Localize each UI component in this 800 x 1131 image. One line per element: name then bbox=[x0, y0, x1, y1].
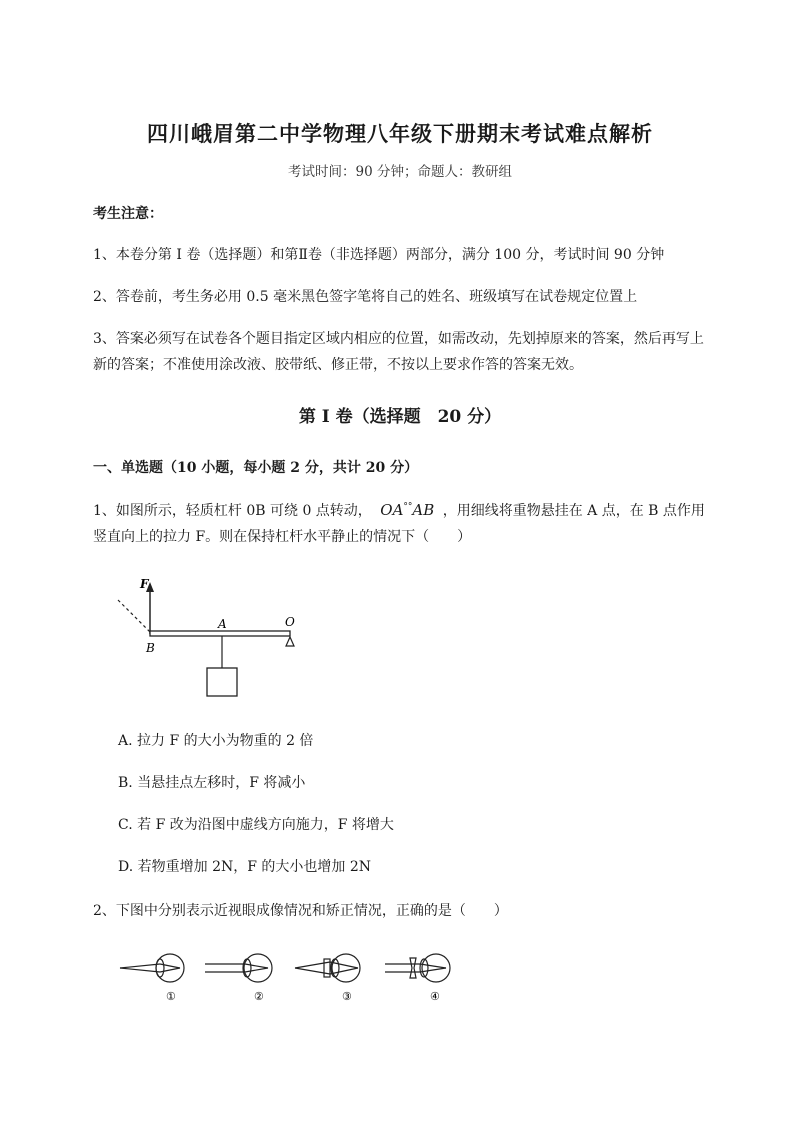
notice-item-2: 2、答卷前，考生务必用 0.5 毫米黑色签字笔将自己的姓名、班级填写在试卷规定位置上 bbox=[93, 289, 638, 305]
question-1-stem bbox=[93, 494, 713, 550]
part-heading: 一、单选题（10 小题，每小题 2 分，共计 20 分） bbox=[93, 460, 419, 476]
figure-label-2: ② bbox=[254, 990, 264, 1003]
notice-item-1: 1、本卷分第 I 卷（选择题）和第Ⅱ卷（非选择题）两部分，满分 100 分，考试时间 90 分钟 bbox=[93, 247, 665, 263]
question-1-formula bbox=[376, 501, 438, 519]
label-o: O bbox=[285, 615, 295, 629]
formula-operator: °° bbox=[403, 502, 413, 512]
eye-diagrams bbox=[110, 948, 460, 1010]
option-b[interactable]: B. 当悬挂点左移时，F 将减小 bbox=[118, 775, 306, 791]
figure-label-1: ① bbox=[166, 990, 176, 1003]
eye-diagram-2 bbox=[205, 954, 272, 1003]
lever-bar bbox=[150, 631, 290, 636]
formula-left: OA bbox=[380, 501, 404, 519]
exam-info: 考试时间：90 分钟；命题人：教研组 bbox=[288, 164, 512, 180]
eye-diagram-1 bbox=[120, 954, 184, 1003]
figure-label-4: ④ bbox=[430, 990, 440, 1003]
option-c[interactable]: C. 若 F 改为沿图中虚线方向施力，F 将增大 bbox=[118, 817, 394, 833]
label-b: B bbox=[146, 641, 155, 655]
question-2-stem: 2、下图中分别表示近视眼成像情况和矫正情况，正确的是（ ） bbox=[93, 903, 508, 919]
pivot-support bbox=[286, 637, 294, 646]
option-a[interactable]: A. 拉力 F 的大小为物重的 2 倍 bbox=[118, 733, 314, 749]
lever-figure bbox=[110, 572, 310, 702]
section-title: 第 I 卷（选择题 20 分） bbox=[298, 407, 502, 427]
eye-diagram-3 bbox=[295, 954, 360, 1003]
notice-heading: 考生注意： bbox=[93, 206, 163, 222]
dashed-force-line bbox=[118, 600, 150, 632]
question-1-text-after: ，用细线将重物悬挂在 A 点，在 B 点作用竖直向上的拉力 F。则在保持杠杆水平静止的情况下（ ） bbox=[93, 503, 705, 545]
eye-diagram-4 bbox=[385, 954, 450, 1003]
weight-block bbox=[207, 668, 237, 696]
notice-item-3: 3、答案必须写在试卷各个题目指定区域内相应的位置，如需改动，先划掉原来的答案，然后再写上新的答案；不准使用涂改液、胶带纸、修正带，不按以上要求作答的答案无效。 bbox=[93, 331, 704, 373]
figure-label-3: ③ bbox=[342, 990, 352, 1003]
option-d[interactable]: D. 若物重增加 2N，F 的大小也增加 2N bbox=[118, 859, 372, 875]
question-1-text-before: 1、如图所示，轻质杠杆 0B 可绕 0 点转动， bbox=[93, 503, 372, 519]
formula-right: AB bbox=[412, 501, 435, 519]
page-title: 四川峨眉第二中学物理八年级下册期末考试难点解析 bbox=[147, 121, 653, 146]
label-a: A bbox=[218, 617, 227, 631]
label-f: F bbox=[140, 577, 149, 591]
